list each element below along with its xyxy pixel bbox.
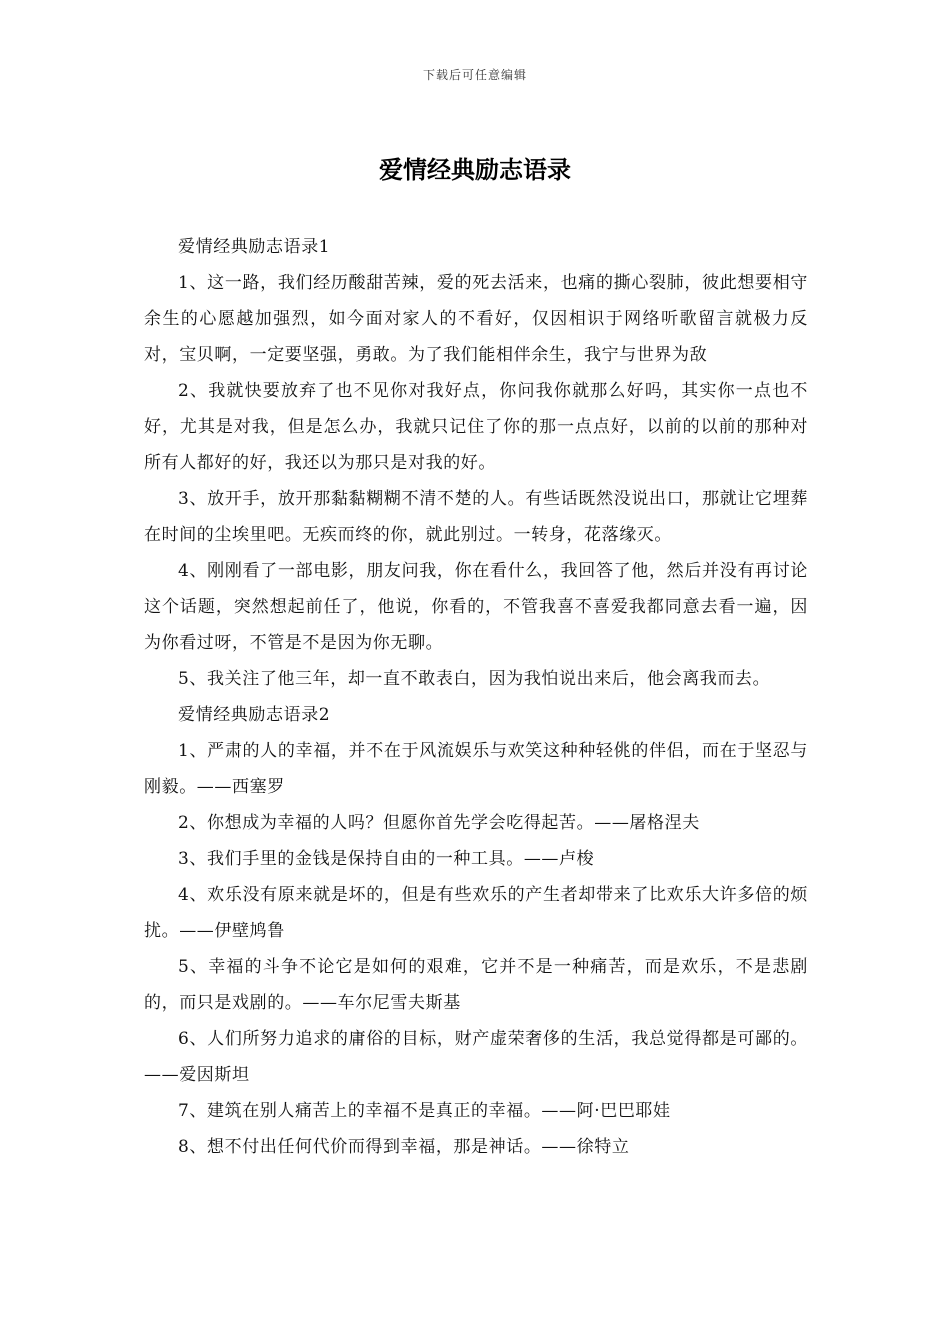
paragraph: 8、想不付出任何代价而得到幸福，那是神话。——徐特立 (178, 1137, 630, 1157)
paragraph: 1、这一路，我们经历酸甜苦辣，爱的死去活来，也痛的撕心裂肺，彼此想要相守余生的心愿越加强烈，如今面对家人的不看好，仅因相识于网络听歌留言就极力反对，宝贝啊，一定要坚强，勇敢。为了我们能相伴余生，我宁与世界为敌 (144, 273, 808, 365)
paragraph: 5、我关注了他三年，却一直不敢表白，因为我怕说出来后，他会离我而去。 (178, 669, 771, 689)
paragraph: 2、你想成为幸福的人吗？但愿你首先学会吃得起苦。——屠格涅夫 (178, 813, 700, 833)
paragraph: 1、严肃的人的幸福，并不在于风流娱乐与欢笑这种种轻佻的伴侣，而在于坚忍与刚毅。——西塞罗 (144, 741, 808, 797)
paragraph: 4、欢乐没有原来就是坏的，但是有些欢乐的产生者却带来了比欢乐大许多倍的烦扰。——伊壁鸠鲁 (144, 885, 808, 941)
section-heading-2: 爱情经典励志语录2 (178, 705, 331, 725)
paragraph: 7、建筑在别人痛苦上的幸福不是真正的幸福。——阿·巴巴耶娃 (178, 1101, 671, 1121)
paragraph: 4、刚刚看了一部电影，朋友问我，你在看什么，我回答了他，然后并没有再讨论这个话题，突然想起前任了，他说，你看的，不管我喜不喜爱我都同意去看一遍，因为你看过呀，不管是不是因为你无聊。 (144, 561, 808, 653)
document-title: 爱情经典励志语录 (379, 156, 571, 184)
header-note: 下载后可任意编辑 (422, 68, 527, 82)
section-heading-1: 爱情经典励志语录1 (178, 237, 331, 257)
paragraph: 6、人们所努力追求的庸俗的目标，财产虚荣奢侈的生活，我总觉得都是可鄙的。——爱因斯坦 (144, 1029, 808, 1085)
paragraph: 5、幸福的斗争不论它是如何的艰难，它并不是一种痛苦，而是欢乐，不是悲剧的，而只是戏剧的。——车尔尼雪夫斯基 (144, 957, 808, 1013)
paragraph: 2、我就快要放弃了也不见你对我好点，你问我你就那么好吗，其实你一点也不好，尤其是对我，但是怎么办，我就只记住了你的那一点点好，以前的以前的那种对所有人都好的好，我还以为那只是对我的好。 (144, 381, 808, 473)
paragraph: 3、放开手，放开那黏黏糊糊不清不楚的人。有些话既然没说出口，那就让它埋葬在时间的尘埃里吧。无疾而终的你，就此别过。一转身，花落缘灭。 (144, 489, 808, 545)
document-body (144, 229, 808, 1165)
paragraph: 3、我们手里的金钱是保持自由的一种工具。——卢梭 (178, 849, 595, 869)
